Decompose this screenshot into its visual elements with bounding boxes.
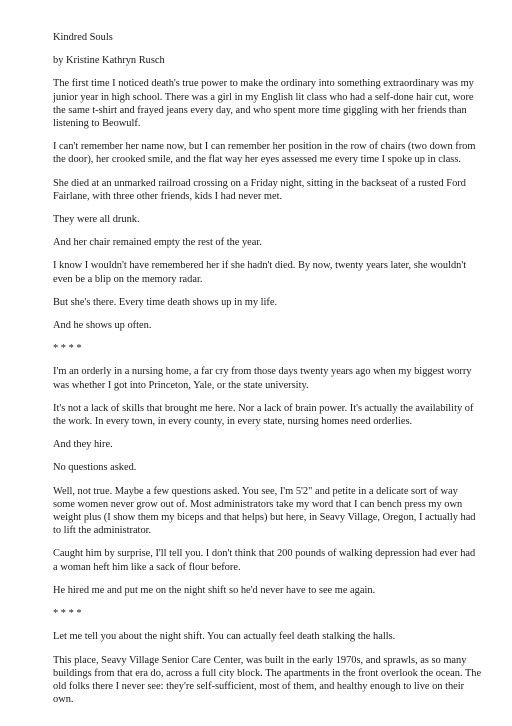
- paragraph: But she's there. Every time death shows up in my life.: [53, 296, 278, 308]
- paragraph: He hired me and put me on the night shift so he'd never have to see me again.: [53, 584, 376, 596]
- paragraph: And her chair remained empty the rest of the year.: [53, 237, 262, 249]
- section-break: * * * *: [53, 608, 82, 620]
- paragraph: Caught him by surprise, I'll tell you. I don't think that 200 pounds of walking depression had ever had a woman heft him like a sack of flour before.: [53, 548, 476, 573]
- paragraph: She died at an unmarked railroad crossing on a Friday night, sitting in the backseat of a rusted Ford Fairlane, with three other friends, kids I had never met.: [53, 177, 466, 202]
- paragraph: They were all drunk.: [53, 214, 140, 226]
- paragraph: And he shows up often.: [53, 320, 152, 332]
- byline: by Kristine Kathryn Rusch: [53, 55, 165, 67]
- paragraph: I can't remember her name now, but I can remember her position in the row of chairs (two down from the door), her crooked smile, and the flat way her eyes assessed me every time I spoke up in class.: [53, 141, 476, 166]
- paragraph: No questions asked.: [53, 462, 137, 474]
- paragraph: And they hire.: [53, 439, 113, 451]
- paragraph: Well, not true. Maybe a few questions asked. You see, I'm 5'2" and petite in a delicate sort of way some women never grow out of. Most administrators take my word that I can bench press my own weight plus (I show them my biceps and that helps) but here, in Seavy Village, Oregon, I actually had to lift the administrator.: [53, 485, 476, 537]
- section-break: * * * *: [53, 343, 82, 355]
- paragraph: This place, Seavy Village Senior Care Center, was built in the early 1970s, and sprawls, as so many buildings from that era do, across a full city block. The apartments in the front overlook the ocean. The old folks there I never see: they're self-sufficient, most of them, and healthy enough to live on their own.: [53, 654, 482, 706]
- paragraph: I'm an orderly in a nursing home, a far cry from those days twenty years ago when my biggest worry was whether I got into Princeton, Yale, or the state university.: [53, 366, 472, 391]
- paragraph: The first time I noticed death's true power to make the ordinary into something extraordinary was my junior year in high school. There was a girl in my English lit class who had a self-done hair cut, wore the same t-shirt and frayed jeans every day, and who spent more time giggling with her friends than listening to Beowulf.: [53, 78, 474, 130]
- paragraph: It's not a lack of skills that brought me here. Nor a lack of brain power. It's actually the availability of the work. In every town, in every county, in every state, nursing homes need orderlies.: [53, 402, 474, 428]
- paragraph: Let me tell you about the night shift. You can actually feel death stalking the halls.: [53, 631, 396, 643]
- document-title: Kindred Souls: [53, 32, 113, 43]
- paragraph: I know I wouldn't have remembered her if she hadn't died. By now, twenty years later, she wouldn't even be a blip on the memory radar.: [53, 260, 467, 285]
